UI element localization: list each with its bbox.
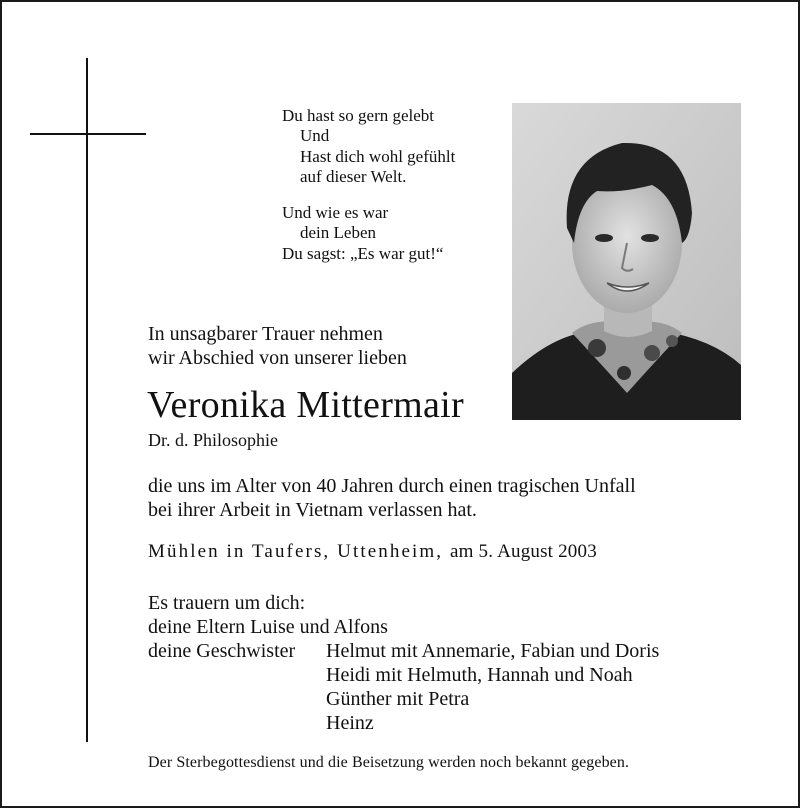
poem-line: Du hast so gern gelebt	[282, 106, 435, 125]
academic-title: Dr. d. Philosophie	[148, 430, 279, 450]
deceased-name: Veronika Mittermair	[147, 384, 464, 426]
cross-icon-bar	[30, 133, 146, 135]
circumstances-line: bei ihrer Arbeit in Vietnam verlassen hat.	[148, 499, 477, 521]
intro-line: wir Abschied von unserer lieben	[148, 347, 407, 369]
sibling-entry: Helmut mit Annemarie, Fabian und Doris	[326, 640, 660, 662]
footer-note: Der Sterbegottesdienst und die Beisetzung werden noch bekannt gegeben.	[148, 754, 630, 771]
sibling-entry: Heinz	[326, 712, 374, 734]
portrait-photo	[512, 103, 741, 420]
mourners-parents: deine Eltern Luise und Alfons	[148, 616, 388, 638]
sibling-entry: Günther mit Petra	[326, 688, 470, 710]
cross-icon	[86, 58, 88, 742]
place-date	[148, 541, 597, 563]
poem-line: Hast dich wohl gefühlt	[300, 147, 456, 166]
poem-line: dein Leben	[300, 223, 376, 242]
sibling-entry: Heidi mit Helmuth, Hannah und Noah	[326, 664, 633, 686]
date: am 5. August 2003	[449, 541, 597, 562]
poem-line: auf dieser Welt.	[300, 167, 407, 186]
mourners-heading: Es trauern um dich:	[148, 592, 306, 614]
place: Mühlen in Taufers, Uttenheim,	[148, 541, 444, 562]
mourners-siblings-label: deine Geschwister	[148, 640, 296, 662]
poem-line: Und wie es war	[282, 203, 389, 222]
poem-line: Du sagst: „Es war gut!“	[282, 244, 444, 263]
poem-line: Und	[300, 126, 330, 145]
intro-line: In unsagbarer Trauer nehmen	[148, 323, 383, 345]
circumstances-line: die uns im Alter von 40 Jahren durch einen tragischen Unfall	[148, 475, 636, 497]
